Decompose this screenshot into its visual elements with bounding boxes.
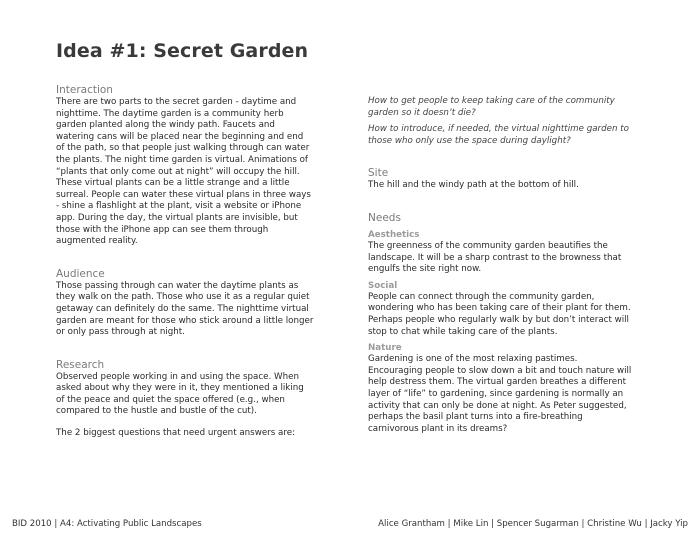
research-body: Observed people working in and using the space. When asked about why they were in it, they mentioned a liking of the peace and quiet the space offered (e.g., when compared to the hustle and bustle of the cut).: [56, 371, 304, 417]
site-section: [368, 167, 634, 192]
interaction-body: There are two parts to the secret garden - daytime and nighttime. The daytime garden is a community herb garden planted along the windy path. Faucets and watering cans will be placed near the beginning and end of the path, so that people just walking through can water the plants. The night time garden is virtual. Animations of “plants that only come out at night” will occupy the hill. These virtual plants can be a little strange and a little surreal. People can water these virtual plans in three ways - shine a flashlight at the plant, visit a website or iPhone app. During the day, the virtual plants are invisible, but those with the iPhone app can see them through augmented reality.: [56, 97, 311, 247]
spacer: [368, 202, 634, 212]
spacer: [56, 349, 314, 359]
spacer: [368, 157, 634, 167]
research-heading: Research: [56, 358, 105, 371]
nature-body: Gardening is one of the most relaxing pastimes. Encouraging people to slow down a bit and touch nature will help destress them. The virtual garden breathes a different layer of “life” to gardening, since gardening is normally an activity that can only be done at night. As Peter suggested, perhaps the basil plant turns into a fire-breathing carnivorous plant in its dreams?: [368, 354, 632, 434]
audience-section: [56, 268, 314, 339]
question-2: How to introduce, if needed, the virtual nighttime garden to those who only use the space during daylight?: [368, 124, 629, 146]
research-questions-intro: The 2 biggest questions that need urgent answers are:: [56, 428, 295, 439]
aesthetics-label: Aesthetics: [368, 229, 420, 240]
nature-label: Nature: [368, 343, 402, 354]
footer-course: BID 2010 | A4: Activating Public Landscapes: [12, 519, 202, 529]
site-heading: Site: [368, 167, 389, 180]
footer-authors: Alice Grantham | Mike Lin | Spencer Sugarman | Christine Wu | Jacky Yip: [378, 519, 688, 529]
needs-heading: Needs: [368, 211, 401, 224]
needs-section: [368, 212, 634, 435]
aesthetics-body: The greenness of the community garden beautifies the landscape. It will be a sharp contrast to the browness that engulfs the site right now.: [368, 240, 622, 275]
research-section: [56, 359, 314, 440]
site-body: The hill and the windy path at the bottom of hill.: [368, 180, 579, 191]
spacer: [56, 418, 314, 428]
audience-body: Those passing through can water the daytime plants as they walk on the path. Those who use it as a regular quiet getaway can definitely do the same. The nighttime virtual garden are meant for those who stick around a little longer or only pass through at night.: [56, 280, 314, 338]
interaction-section: [56, 84, 314, 248]
audience-heading: Audience: [56, 267, 105, 280]
social-label: Social: [368, 280, 398, 291]
spacer: [56, 258, 314, 268]
question-1: How to get people to keep taking care of the community garden so it doesn’t die?: [368, 96, 615, 118]
right-column: [368, 96, 634, 445]
questions-section: [368, 96, 634, 147]
left-column: [56, 84, 314, 450]
social-body: People can connect through the community garden, wondering who has been taking care of their plant for them. Perhaps people who regularly walk by but don’t interact will stop to chat while taking care of the plants.: [368, 291, 631, 337]
page-title: Idea #1: Secret Garden: [56, 40, 309, 62]
interaction-heading: Interaction: [56, 84, 113, 96]
